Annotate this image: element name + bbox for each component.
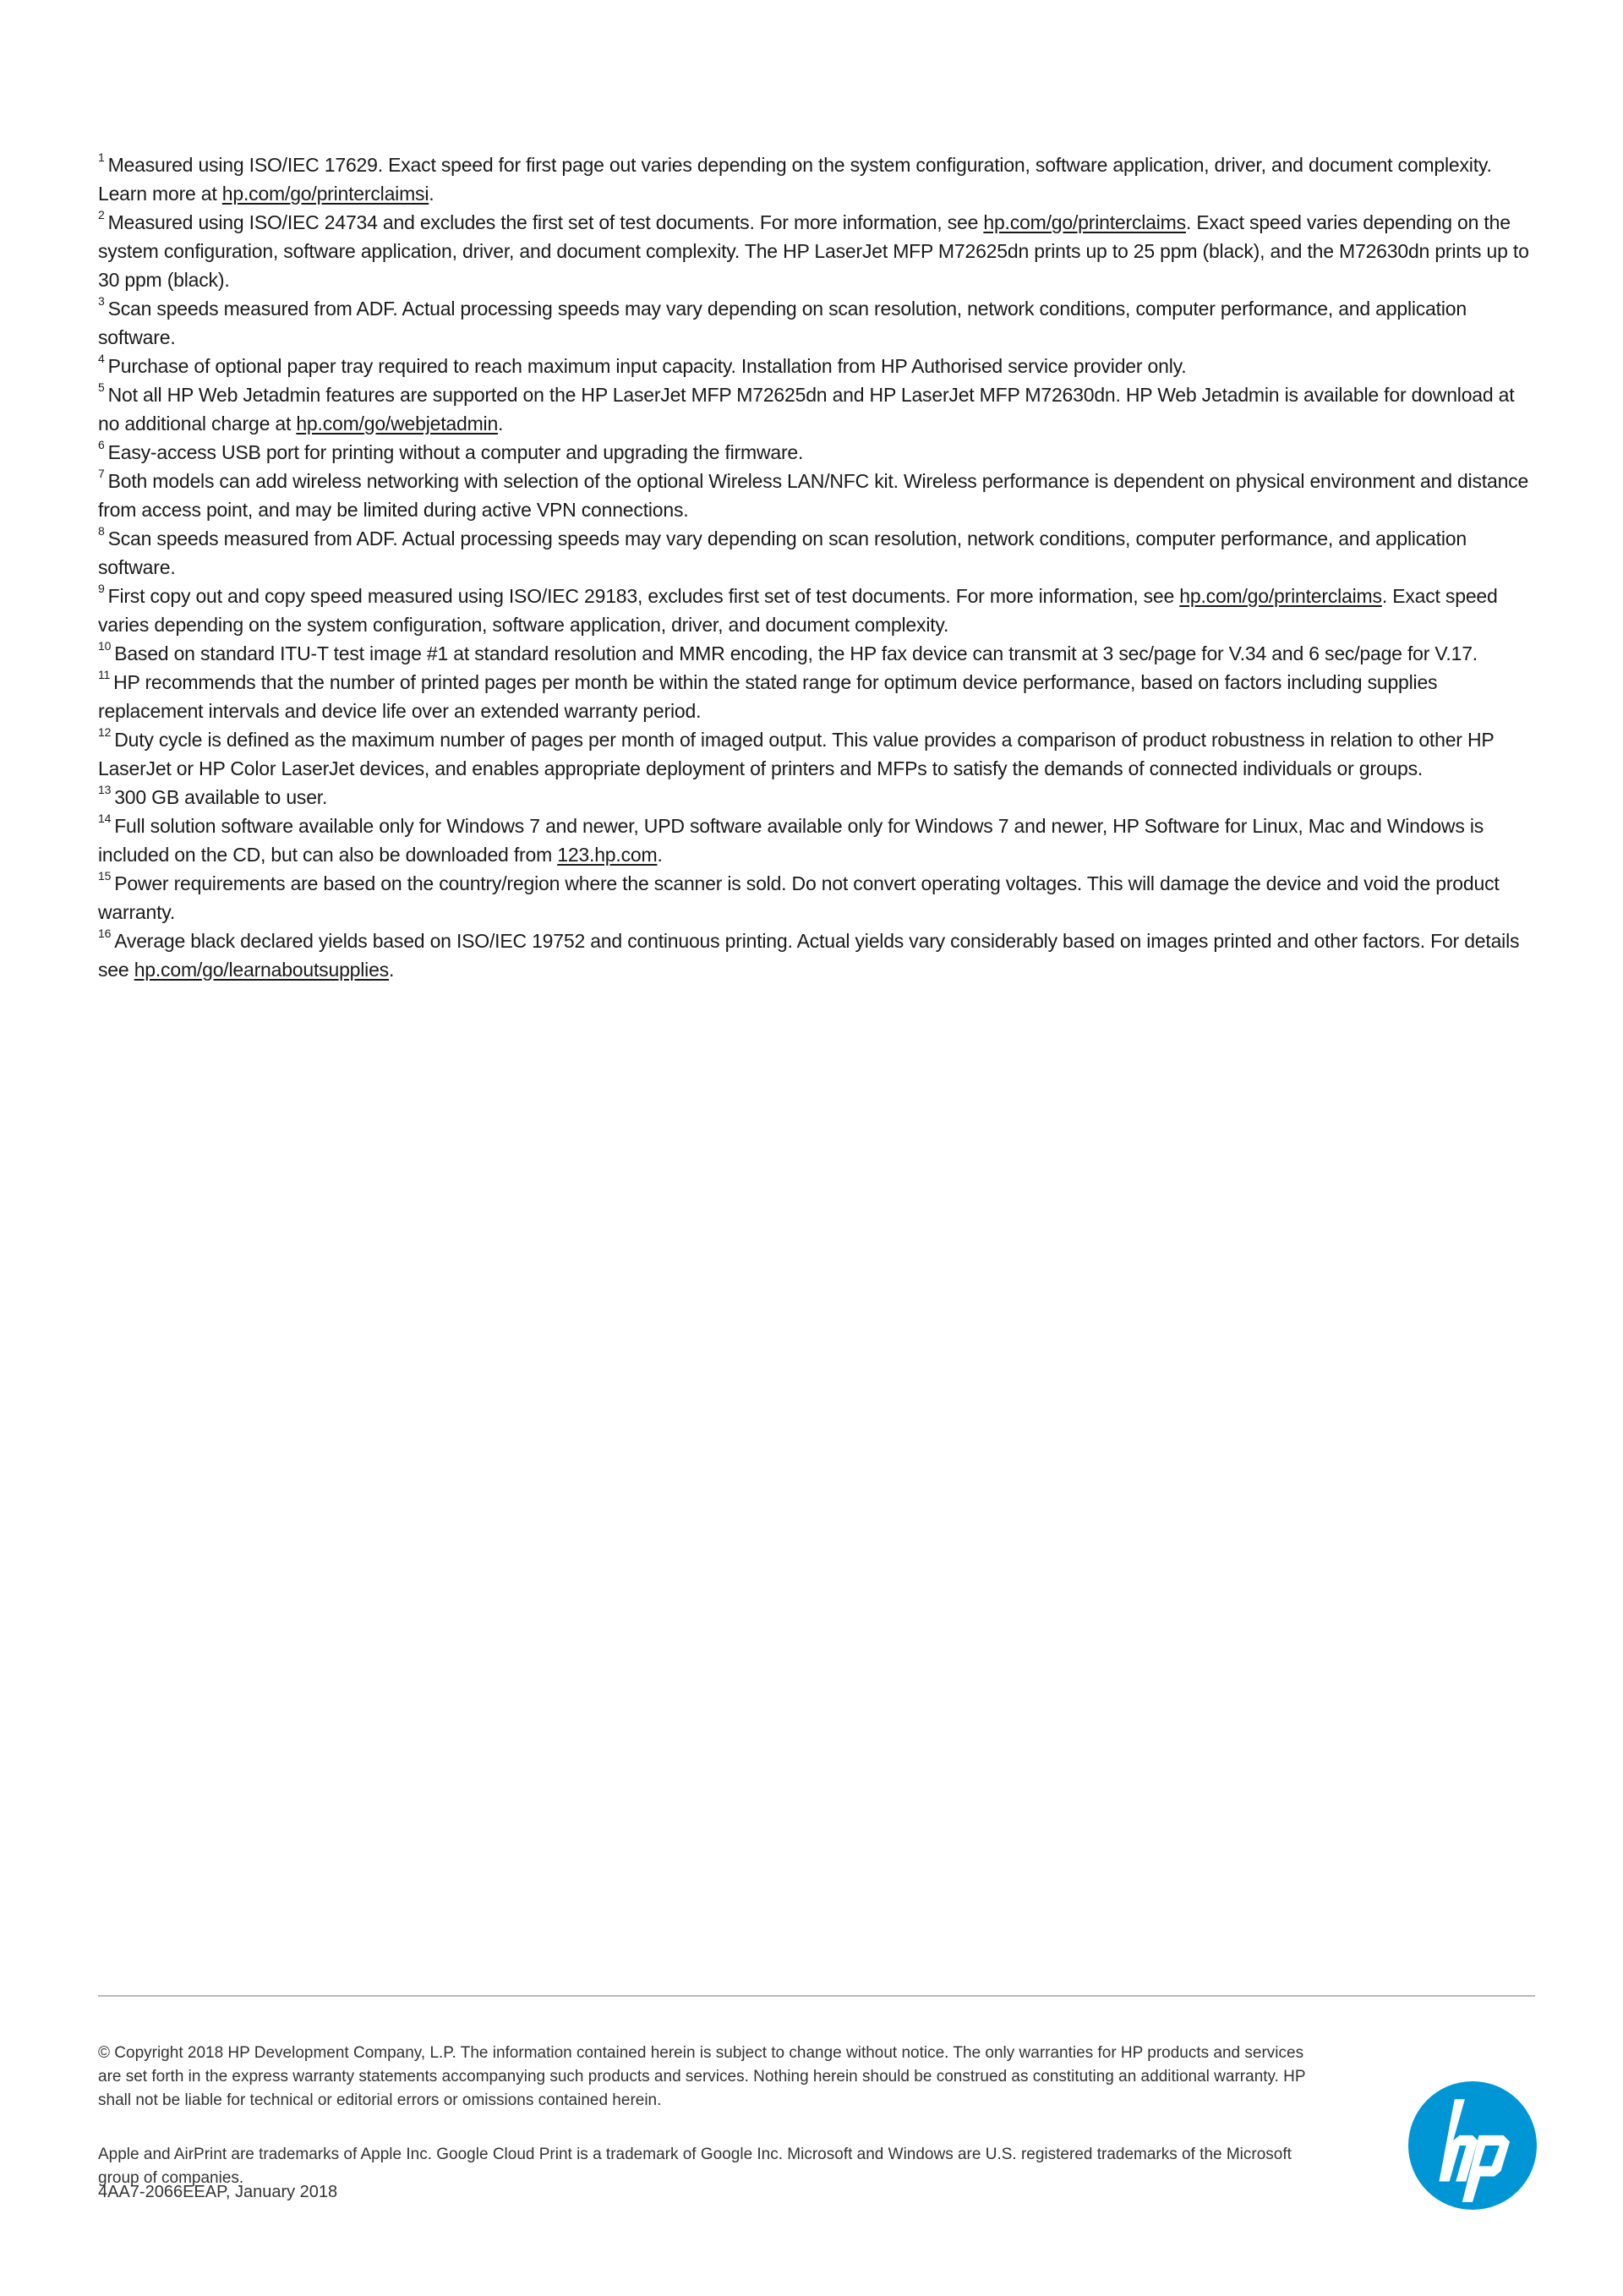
footnote-9: [98, 582, 1535, 639]
trademarks-notice: Apple and AirPrint are trademarks of Apple Inc. Google Cloud Print is a trademark of Google Inc. Microsoft and Windows are U.S. registered trademarks of the Microsoft group of companies.: [98, 2146, 1292, 2187]
footnote-text: .: [388, 959, 395, 981]
footnote-text: Measured using ISO/IEC 24734 and excludes the first set of test documents. For more information, see: [107, 211, 984, 233]
footnote-number: 9: [98, 582, 105, 596]
footnote-6: [98, 438, 1535, 467]
footnote-text: Power requirements are based on the country/region where the scanner is sold. Do not convert operating voltages. This will damage the device and void the product warranty.: [98, 872, 1500, 923]
document-id: 4AA7-2066EEAP, January 2018: [98, 2183, 338, 2201]
footnote-text: 300 GB available to user.: [114, 786, 328, 808]
footnote-text: Purchase of optional paper tray required to reach maximum input capacity. Installation from HP Authorised service provider only.: [107, 355, 1187, 377]
footnote-13: [98, 783, 1535, 812]
footnote-number: 13: [98, 783, 112, 797]
footnote-7: [98, 467, 1535, 524]
footnote-number: 2: [98, 208, 105, 222]
footnote-10: [98, 639, 1535, 668]
footnote-number: 6: [98, 438, 105, 452]
footnote-14: [98, 812, 1535, 869]
footnote-text: . Exact speed varies depending on the system configuration, software application, driver, and document complexity. The HP LaserJet MFP M72625dn prints up to 25 ppm (black), and the M72630dn prints up to 30 ppm (black).: [98, 211, 1529, 291]
footnote-text: HP recommends that the number of printed pages per month be within the stated range for optimum device performance, based on factors including supplies replacement intervals and device life over an extended warranty period.: [98, 671, 1438, 722]
footnote-11: [98, 668, 1535, 725]
hp-logo-icon: [1408, 2081, 1537, 2210]
footnote-text: Not all HP Web Jetadmin features are supported on the HP LaserJet MFP M72625dn and HP LaserJet MFP M72630dn. HP Web Jetadmin is available for download at no additional charge at: [98, 384, 1515, 435]
footnote-text: Scan speeds measured from ADF. Actual processing speeds may vary depending on scan resolution, network conditions, computer performance, and application software.: [98, 528, 1467, 578]
footnote-number: 3: [98, 294, 105, 309]
footnote-text: First copy out and copy speed measured using ISO/IEC 29183, excludes first set of test documents. For more information, see: [107, 585, 1180, 607]
footnote-16: [98, 927, 1535, 984]
footnote-number: 15: [98, 869, 112, 883]
footnote-2: [98, 208, 1535, 294]
footnote-15: [98, 869, 1535, 927]
footnote-number: 10: [98, 639, 112, 653]
footnote-1: [98, 150, 1535, 208]
footnote-link[interactable]: hp.com/go/printerclaims: [983, 211, 1186, 233]
footnote-link[interactable]: 123.hp.com: [557, 844, 658, 866]
footnote-text: . Exact speed varies depending on the system configuration, software application, driver, and document complexity.: [98, 585, 1498, 636]
footnote-5: [98, 380, 1535, 438]
footnote-text: Measured using ISO/IEC 17629. Exact speed for first page out varies depending on the system configuration, software application, driver, and document complexity. Learn more at: [98, 154, 1492, 205]
footnote-link[interactable]: hp.com/go/learnaboutsupplies: [134, 959, 389, 981]
copyright-notice: © Copyright 2018 HP Development Company, L.P. The information contained herein is subject to change without notice. The only warranties for HP products and services are set forth in the express warranty statements accompanying such products and services. Nothing herein should be construed as constituting an additional warranty. HP shall not be liable for technical or editorial errors or omissions contained herein.: [98, 2044, 1306, 2109]
footnote-text: Based on standard ITU-T test image #1 at standard resolution and MMR encoding, the HP fax device can transmit at 3 sec/page for V.34 and 6 sec/page for V.17.: [114, 642, 1478, 664]
footnote-link[interactable]: hp.com/go/webjetadmin: [296, 413, 499, 435]
footnote-text: Duty cycle is defined as the maximum number of pages per month of imaged output. This value provides a comparison of product robustness in relation to other HP LaserJet or HP Color LaserJet devices, and enables appropriate deployment of printers and MFPs to satisfy the demands of connected individuals or groups.: [98, 729, 1495, 779]
footer-divider: [98, 1995, 1535, 1997]
footnote-text: Full solution software available only for Windows 7 and newer, UPD software available only for Windows 7 and newer, HP Software for Linux, Mac and Windows is included on the CD, but can also be downloaded from: [98, 815, 1484, 866]
footnote-number: 8: [98, 524, 105, 538]
footnote-number: 11: [98, 668, 111, 682]
footnote-link[interactable]: hp.com/go/printerclaims: [1179, 585, 1382, 607]
footnote-12: [98, 725, 1535, 783]
footnote-number: 5: [98, 380, 105, 395]
footnote-number: 16: [98, 927, 112, 941]
footnote-number: 4: [98, 352, 105, 366]
footnotes-list: [98, 150, 1535, 984]
footnote-number: 14: [98, 812, 112, 826]
footnote-text: .: [498, 413, 504, 435]
footnote-link[interactable]: hp.com/go/printerclaimsi: [221, 183, 429, 205]
footnote-text: Scan speeds measured from ADF. Actual processing speeds may vary depending on scan resolution, network conditions, computer performance, and application software.: [98, 298, 1467, 348]
footnote-text: .: [657, 844, 663, 866]
footnote-text: Both models can add wireless networking with selection of the optional Wireless LAN/NFC kit. Wireless performance is dependent on physical environment and distance from access point, and may be limited during active VPN connections.: [98, 470, 1529, 521]
footnote-text: Average black declared yields based on ISO/IEC 19752 and continuous printing. Actual yields vary considerably based on images printed and other factors. For details see: [98, 930, 1520, 981]
footnote-4: [98, 352, 1535, 380]
footnote-number: 12: [98, 725, 112, 740]
footnote-text: .: [429, 183, 434, 205]
footnote-number: 7: [98, 467, 105, 481]
footnote-8: [98, 524, 1535, 582]
footnote-3: [98, 294, 1535, 352]
footnote-text: Easy-access USB port for printing without a computer and upgrading the firmware.: [107, 441, 804, 463]
footnote-number: 1: [98, 150, 105, 165]
